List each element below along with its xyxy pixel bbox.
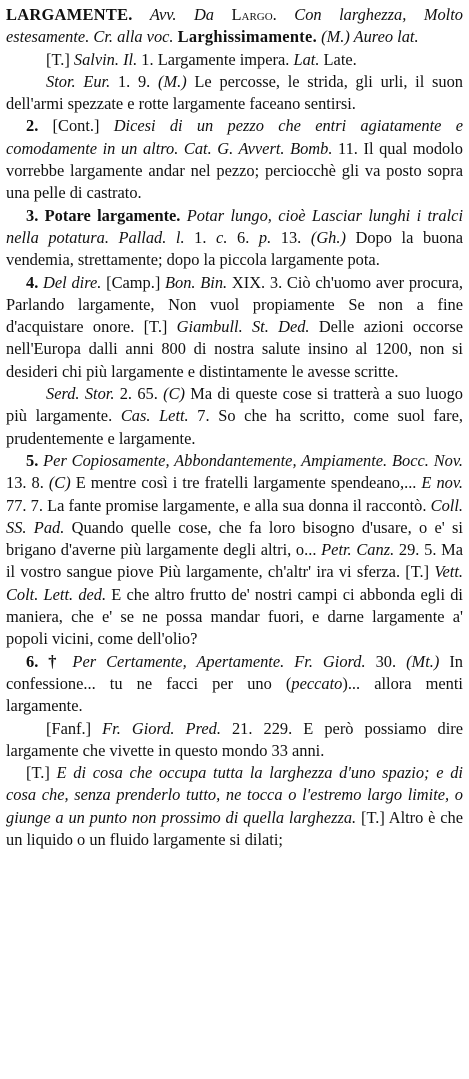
text-segment: 21. 229. E però possiamo dire largamente che vivette in questo mondo 33 anni.: [6, 718, 463, 760]
text-segment: Stor. Eur.: [46, 71, 111, 91]
text-segment: c.: [216, 227, 228, 247]
text-segment: (M.) Aureo lat.: [317, 27, 419, 47]
text-segment: Late.: [319, 49, 357, 69]
sense-number: 6. †: [26, 651, 63, 671]
text-segment: Delle azioni occorse nell'Europa dalli anni 800 di nostra salute insino al 1200, non si desideri chi più largamente e distintamente le avesse scritte.: [6, 317, 463, 381]
text-segment: (Mt.): [406, 651, 440, 671]
text-segment: Dopo la buona vendemia, strettamente; dopo la piccola largamente pota.: [6, 227, 463, 270]
citation-paragraph: [6, 71, 463, 116]
text-segment: Per Copiosamente, Abbondantemente, Ampiamente. Bocc. Nov.: [38, 450, 463, 470]
text-segment: 77. 7. La fante promise largamente, e alla sua donna il raccontò.: [6, 495, 431, 515]
text-segment: 1. Largamente impera.: [141, 49, 294, 69]
text-segment: Larghissimamente.: [177, 27, 318, 47]
sense-number: 5.: [26, 450, 39, 470]
citation-paragraph: [6, 383, 463, 450]
text-segment: Del dire.: [38, 272, 102, 292]
text-segment: 11. Il qual modolo vorrebbe largamente andar nel pezzo; perciocchè gli va posto sopra una pelle di castrato.: [6, 138, 463, 203]
sense-paragraph: [6, 450, 463, 651]
source-tag: [T.]: [405, 562, 430, 582]
text-segment: 7. So che ha scritto, come suol fare, prudentemente e largamente.: [6, 406, 463, 448]
text-segment: 13. 8.: [6, 473, 49, 493]
source-tag: [Cont.]: [38, 116, 114, 136]
text-segment: )... allora menti largamente.: [6, 673, 463, 716]
sense-number: 4.: [26, 272, 39, 292]
text-segment: 1.: [184, 227, 217, 247]
sense-paragraph: [6, 272, 463, 383]
text-segment: Salvin. Il.: [69, 49, 142, 69]
sense-paragraph: [6, 651, 463, 718]
entry-headword-paragraph: [6, 4, 463, 49]
text-segment: Potar lungo, cioè Lasciar lunghi i tralci nella potatura. Pallad. l.: [6, 205, 464, 247]
text-segment: 2. 65.: [114, 384, 164, 404]
text-segment: 6.: [227, 227, 259, 247]
text-segment: Avv. Da: [132, 5, 232, 24]
source-tag: [T.]: [46, 49, 70, 69]
source-tag: [Camp.]: [101, 272, 166, 292]
text-segment: 13.: [271, 227, 311, 247]
source-tag: [Fanf.]: [46, 718, 92, 738]
text-segment: Petr. Canz.: [321, 540, 395, 560]
text-segment: Altro è che un liquido o un fluido largamente si dilati;: [6, 807, 463, 849]
text-segment: peccato: [291, 673, 343, 693]
text-segment: 1. 9.: [110, 71, 159, 91]
text-segment: 30.: [365, 651, 407, 671]
text-segment: Bon. Bin.: [165, 272, 228, 292]
text-segment: Per Certamente, Apertamente. Fr. Giord.: [62, 651, 366, 671]
text-segment: Fr. Giord. Pred.: [91, 718, 221, 738]
text-segment: (M.): [158, 71, 187, 91]
text-segment: Largo.: [231, 5, 277, 24]
text-segment: Vett. Colt. Lett. ded.: [6, 562, 463, 604]
text-segment: Cas. Lett.: [120, 406, 189, 426]
headword: LARGAMENTE.: [6, 5, 133, 24]
text-segment: Giambull. St. Ded.: [167, 317, 310, 337]
text-segment: E di cosa che occupa tutta la larghezza d'uno spazio; e di cosa che, senza prenderlo tutto, ne tocca o l'estremo largo limite, o giunge a un punto non prossimo di quella larghezza.: [6, 763, 463, 827]
text-segment: Con larghezza, Molto estesamente. Cr. alla voc.: [6, 5, 463, 47]
text-segment: Coll. SS. Pad.: [6, 495, 463, 537]
sense-paragraph: [6, 205, 463, 272]
text-segment: Potare largamente.: [38, 205, 181, 225]
sense-number: 3.: [26, 205, 39, 225]
text-segment: In confessione... tu ne facci per uno (: [6, 651, 463, 693]
sense-paragraph: [6, 762, 463, 851]
citation-paragraph: [6, 49, 463, 71]
text-segment: Serd. Stor.: [46, 384, 115, 404]
text-segment: E mentre così i tre fratelli largamente spendeano,...: [70, 473, 422, 493]
sense-paragraph: [6, 115, 463, 204]
text-segment: XIX. 3. Ciò ch'uomo aver procura, Parlando largamente, Non vuol propiamente Se non a fine d'acquistare onore.: [6, 272, 463, 337]
text-segment: Lat.: [293, 49, 320, 69]
text-segment: (Gh.): [310, 227, 346, 247]
source-tag: [T.]: [143, 317, 168, 337]
sense-number: 2.: [26, 116, 39, 136]
text-segment: Ma di queste cose si tratterà a suo luogo più largamente.: [6, 384, 463, 426]
text-segment: Dicesi di un pezzo che entri agiatamente e comodamente in un altro. Cat. G. Avvert. Bomb.: [6, 116, 463, 158]
text-segment: Quando quelle cose, che fa loro bisogno d'usare, o e' si brigano d'averne più largamente degli altri, o...: [6, 517, 463, 560]
citation-paragraph: [6, 718, 463, 763]
text-segment: Le percosse, le strida, gli urli, il suon dell'armi spezzate e rotte largamente faceano sentirsi.: [6, 71, 463, 114]
text-segment: (C): [163, 384, 185, 404]
text-segment: E che altro frutto de' nostri campi ci abbonda egli di maniera, che e' se ne possa mandar fuori, e darne largamente a' popoli vicini, come dell'olio?: [6, 584, 463, 649]
text-segment: (C): [48, 473, 71, 493]
text-segment: 29. 5. Ma il vostro sangue piove Più largamente, ch'altr' ira vi sferza.: [6, 540, 463, 582]
text-segment: E nov.: [421, 473, 464, 493]
source-tag: [T.]: [356, 807, 385, 827]
text-segment: p.: [258, 227, 272, 247]
source-tag: [T.]: [26, 763, 50, 783]
